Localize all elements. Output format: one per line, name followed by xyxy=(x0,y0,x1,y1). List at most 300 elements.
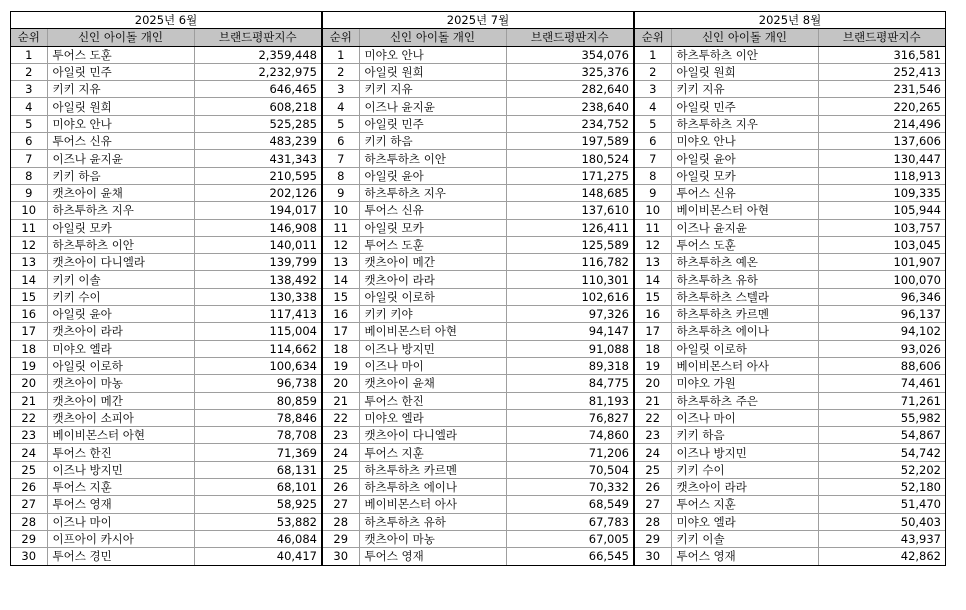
score-cell: 84,775 xyxy=(506,375,633,392)
rank-cell: 5 xyxy=(11,115,47,132)
score-cell: 202,126 xyxy=(194,184,321,201)
name-cell: 아일릿 민주 xyxy=(359,115,506,132)
rank-cell: 30 xyxy=(635,548,671,565)
name-cell: 아일릿 민주 xyxy=(671,98,818,115)
table-row xyxy=(323,306,633,323)
score-cell: 71,261 xyxy=(818,392,945,409)
name-cell: 투어스 지훈 xyxy=(359,444,506,461)
rank-cell: 20 xyxy=(635,375,671,392)
score-cell: 220,265 xyxy=(818,98,945,115)
rank-cell: 12 xyxy=(323,236,359,253)
score-cell: 109,335 xyxy=(818,184,945,201)
table-row xyxy=(323,46,633,63)
name-cell: 이즈나 마이 xyxy=(47,513,194,530)
rank-cell: 21 xyxy=(323,392,359,409)
month-title: 2025년 6월 xyxy=(11,12,321,29)
rank-cell: 15 xyxy=(323,288,359,305)
table-row xyxy=(11,496,321,513)
score-cell: 96,738 xyxy=(194,375,321,392)
table-row xyxy=(11,236,321,253)
name-cell: 키키 하음 xyxy=(47,167,194,184)
rank-cell: 12 xyxy=(11,236,47,253)
rank-cell: 29 xyxy=(323,530,359,547)
table-row xyxy=(11,150,321,167)
name-cell: 이프아이 카시아 xyxy=(47,530,194,547)
name-cell: 미야오 가원 xyxy=(671,375,818,392)
score-cell: 94,147 xyxy=(506,323,633,340)
name-cell: 미야오 안나 xyxy=(359,46,506,63)
rank-cell: 16 xyxy=(11,306,47,323)
name-cell: 캣츠아이 라라 xyxy=(359,271,506,288)
score-cell: 197,589 xyxy=(506,133,633,150)
table-row xyxy=(11,254,321,271)
table-row xyxy=(11,133,321,150)
name-cell: 키키 지유 xyxy=(359,81,506,98)
rank-cell: 24 xyxy=(635,444,671,461)
table-row xyxy=(635,548,945,565)
score-cell: 51,470 xyxy=(818,496,945,513)
rank-cell: 23 xyxy=(11,427,47,444)
table-row xyxy=(323,548,633,565)
name-cell: 베이비몬스터 아현 xyxy=(359,323,506,340)
score-cell: 76,827 xyxy=(506,409,633,426)
name-cell: 캣츠아이 라라 xyxy=(671,479,818,496)
table-row xyxy=(11,530,321,547)
rank-cell: 24 xyxy=(11,444,47,461)
name-cell: 투어스 도훈 xyxy=(671,236,818,253)
name-cell: 하츠투하츠 지우 xyxy=(359,184,506,201)
score-cell: 325,376 xyxy=(506,63,633,80)
score-cell: 67,783 xyxy=(506,513,633,530)
table-row xyxy=(323,496,633,513)
rank-cell: 15 xyxy=(635,288,671,305)
table-row xyxy=(11,548,321,565)
table-row xyxy=(11,357,321,374)
table-row xyxy=(635,461,945,478)
name-cell: 베이비몬스터 아사 xyxy=(359,496,506,513)
name-cell: 캣츠아이 마농 xyxy=(47,375,194,392)
table-row xyxy=(635,167,945,184)
name-cell: 하츠투하츠 주은 xyxy=(671,392,818,409)
rank-cell: 7 xyxy=(635,150,671,167)
score-cell: 78,708 xyxy=(194,427,321,444)
rank-cell: 1 xyxy=(11,46,47,63)
rank-cell: 12 xyxy=(635,236,671,253)
score-cell: 114,662 xyxy=(194,340,321,357)
column-header-name: 신인 아이돌 개인 xyxy=(671,29,818,46)
rank-cell: 26 xyxy=(635,479,671,496)
name-cell: 캣츠아이 라라 xyxy=(47,323,194,340)
column-header-rank: 순위 xyxy=(11,29,47,46)
score-cell: 139,799 xyxy=(194,254,321,271)
table-row xyxy=(635,115,945,132)
rank-cell: 19 xyxy=(11,357,47,374)
rank-cell: 17 xyxy=(11,323,47,340)
score-cell: 646,465 xyxy=(194,81,321,98)
score-cell: 50,403 xyxy=(818,513,945,530)
name-cell: 이즈나 방지민 xyxy=(671,444,818,461)
score-cell: 71,369 xyxy=(194,444,321,461)
name-cell: 투어스 신유 xyxy=(47,133,194,150)
name-cell: 투어스 신유 xyxy=(359,202,506,219)
name-cell: 하츠투하츠 이안 xyxy=(359,150,506,167)
score-cell: 126,411 xyxy=(506,219,633,236)
table-row xyxy=(635,513,945,530)
name-cell: 투어스 한진 xyxy=(47,444,194,461)
table-row xyxy=(11,444,321,461)
rank-cell: 21 xyxy=(635,392,671,409)
name-cell: 캣츠아이 메간 xyxy=(359,254,506,271)
score-cell: 431,343 xyxy=(194,150,321,167)
rank-cell: 10 xyxy=(635,202,671,219)
name-cell: 하츠투하츠 유하 xyxy=(359,513,506,530)
name-cell: 키키 하음 xyxy=(671,427,818,444)
score-cell: 54,742 xyxy=(818,444,945,461)
score-cell: 101,907 xyxy=(818,254,945,271)
ranking-table xyxy=(635,12,945,565)
table-row xyxy=(11,306,321,323)
table-row xyxy=(11,375,321,392)
name-cell: 캣츠아이 마농 xyxy=(359,530,506,547)
name-cell: 이즈나 방지민 xyxy=(47,461,194,478)
name-cell: 하츠투하츠 스텔라 xyxy=(671,288,818,305)
score-cell: 43,937 xyxy=(818,530,945,547)
table-row xyxy=(323,115,633,132)
name-cell: 미야오 안나 xyxy=(47,115,194,132)
score-cell: 102,616 xyxy=(506,288,633,305)
month-title: 2025년 8월 xyxy=(635,12,945,29)
name-cell: 투어스 한진 xyxy=(359,392,506,409)
score-cell: 46,084 xyxy=(194,530,321,547)
rank-cell: 23 xyxy=(635,427,671,444)
rank-cell: 27 xyxy=(323,496,359,513)
name-cell: 캣츠아이 윤채 xyxy=(359,375,506,392)
table-row xyxy=(635,133,945,150)
score-cell: 238,640 xyxy=(506,98,633,115)
name-cell: 투어스 지훈 xyxy=(671,496,818,513)
name-cell: 아일릿 원희 xyxy=(671,63,818,80)
score-cell: 214,496 xyxy=(818,115,945,132)
score-cell: 78,846 xyxy=(194,409,321,426)
table-row xyxy=(11,115,321,132)
table-row xyxy=(11,81,321,98)
rank-cell: 25 xyxy=(323,461,359,478)
table-row xyxy=(635,375,945,392)
name-cell: 미야오 엘라 xyxy=(671,513,818,530)
score-cell: 67,005 xyxy=(506,530,633,547)
table-row xyxy=(635,150,945,167)
score-cell: 53,882 xyxy=(194,513,321,530)
rank-cell: 29 xyxy=(635,530,671,547)
score-cell: 96,346 xyxy=(818,288,945,305)
table-row xyxy=(635,357,945,374)
rank-cell: 18 xyxy=(635,340,671,357)
rank-cell: 28 xyxy=(635,513,671,530)
rank-cell: 11 xyxy=(323,219,359,236)
name-cell: 아일릿 이로하 xyxy=(359,288,506,305)
table-row xyxy=(11,479,321,496)
month-panel xyxy=(10,11,321,566)
column-header-rank: 순위 xyxy=(635,29,671,46)
table-row xyxy=(11,513,321,530)
score-cell: 91,088 xyxy=(506,340,633,357)
name-cell: 아일릿 모카 xyxy=(47,219,194,236)
rank-cell: 23 xyxy=(323,427,359,444)
score-cell: 146,908 xyxy=(194,219,321,236)
rank-cell: 8 xyxy=(635,167,671,184)
rank-cell: 7 xyxy=(11,150,47,167)
name-cell: 투어스 신유 xyxy=(671,184,818,201)
rank-cell: 22 xyxy=(635,409,671,426)
table-row xyxy=(11,323,321,340)
table-row xyxy=(323,288,633,305)
table-row xyxy=(323,63,633,80)
score-cell: 282,640 xyxy=(506,81,633,98)
name-cell: 아일릿 윤아 xyxy=(671,150,818,167)
score-cell: 103,045 xyxy=(818,236,945,253)
score-cell: 93,026 xyxy=(818,340,945,357)
rank-cell: 13 xyxy=(635,254,671,271)
name-cell: 투어스 영재 xyxy=(359,548,506,565)
table-row xyxy=(323,530,633,547)
column-header-rank: 순위 xyxy=(323,29,359,46)
name-cell: 하츠투하츠 예온 xyxy=(671,254,818,271)
table-row xyxy=(323,254,633,271)
table-row xyxy=(635,323,945,340)
name-cell: 하츠투하츠 카르멘 xyxy=(671,306,818,323)
score-cell: 80,859 xyxy=(194,392,321,409)
rank-cell: 27 xyxy=(635,496,671,513)
score-cell: 483,239 xyxy=(194,133,321,150)
rank-cell: 6 xyxy=(323,133,359,150)
name-cell: 베이비몬스터 아사 xyxy=(671,357,818,374)
name-cell: 투어스 지훈 xyxy=(47,479,194,496)
table-row xyxy=(11,427,321,444)
name-cell: 키키 하음 xyxy=(359,133,506,150)
score-cell: 252,413 xyxy=(818,63,945,80)
score-cell: 66,545 xyxy=(588,549,629,564)
rank-cell: 26 xyxy=(11,479,47,496)
score-cell: 525,285 xyxy=(194,115,321,132)
rank-cell: 20 xyxy=(11,375,47,392)
ranking-table xyxy=(323,12,633,565)
column-header-name: 신인 아이돌 개인 xyxy=(47,29,194,46)
table-row xyxy=(323,513,633,530)
table-row xyxy=(323,392,633,409)
name-cell: 키키 수이 xyxy=(671,461,818,478)
rank-cell: 9 xyxy=(635,184,671,201)
rank-cell: 27 xyxy=(11,496,47,513)
name-cell: 투어스 경민 xyxy=(47,548,194,565)
name-cell: 아일릿 원희 xyxy=(47,98,194,115)
rank-cell: 7 xyxy=(323,150,359,167)
table-row xyxy=(323,167,633,184)
score-cell: 70,332 xyxy=(506,479,633,496)
name-cell: 캣츠아이 메간 xyxy=(47,392,194,409)
rank-cell: 11 xyxy=(11,219,47,236)
score-cell: 316,581 xyxy=(818,46,945,63)
column-header-row xyxy=(635,29,945,46)
table-row xyxy=(323,375,633,392)
name-cell: 하츠투하츠 카르멘 xyxy=(359,461,506,478)
rank-cell: 3 xyxy=(323,81,359,98)
column-header-score: 브랜드평판지수 xyxy=(818,29,945,46)
column-header-row xyxy=(323,29,633,46)
score-cell: 2,359,448 xyxy=(194,46,321,63)
score-cell: 234,752 xyxy=(506,115,633,132)
score-cell: 130,447 xyxy=(818,150,945,167)
score-cell: 2,232,975 xyxy=(194,63,321,80)
rank-cell: 5 xyxy=(635,115,671,132)
score-cell: 52,202 xyxy=(818,461,945,478)
score-cell: 130,338 xyxy=(194,288,321,305)
name-cell: 하츠투하츠 지우 xyxy=(671,115,818,132)
table-row xyxy=(11,98,321,115)
name-cell: 아일릿 윤아 xyxy=(47,306,194,323)
table-row xyxy=(11,167,321,184)
rank-cell: 6 xyxy=(11,133,47,150)
rank-cell: 20 xyxy=(323,375,359,392)
rank-cell: 30 xyxy=(11,548,47,565)
score-cell: 97,326 xyxy=(506,306,633,323)
name-cell: 하츠투하츠 유하 xyxy=(671,271,818,288)
name-cell: 미야오 안나 xyxy=(671,133,818,150)
rank-cell: 13 xyxy=(323,254,359,271)
table-row xyxy=(11,409,321,426)
score-cell: 58,925 xyxy=(194,496,321,513)
table-row xyxy=(323,409,633,426)
score-cell: 74,461 xyxy=(818,375,945,392)
table-row xyxy=(635,306,945,323)
table-row xyxy=(323,219,633,236)
score-cell: 68,549 xyxy=(506,496,633,513)
name-cell: 키키 지유 xyxy=(671,81,818,98)
name-cell: 키키 이솔 xyxy=(47,271,194,288)
table-row xyxy=(635,409,945,426)
name-cell: 베이비몬스터 아현 xyxy=(671,202,818,219)
score-cell: 140,011 xyxy=(194,236,321,253)
rank-cell: 2 xyxy=(11,63,47,80)
score-cell: 117,413 xyxy=(194,306,321,323)
ranking-table xyxy=(11,12,321,565)
table-row xyxy=(11,288,321,305)
name-cell: 캣츠아이 소피아 xyxy=(47,409,194,426)
table-row xyxy=(635,219,945,236)
rank-cell: 22 xyxy=(323,409,359,426)
name-cell: 투어스 도훈 xyxy=(47,46,194,63)
rank-cell: 4 xyxy=(11,98,47,115)
score-cell: 125,589 xyxy=(506,236,633,253)
table-row xyxy=(11,340,321,357)
table-row xyxy=(11,271,321,288)
table-row xyxy=(635,46,945,63)
score-cell: 94,102 xyxy=(818,323,945,340)
table-row xyxy=(635,288,945,305)
name-cell: 키키 수이 xyxy=(47,288,194,305)
table-row xyxy=(635,392,945,409)
rank-cell: 14 xyxy=(635,271,671,288)
name-cell: 미야오 엘라 xyxy=(47,340,194,357)
rank-cell: 26 xyxy=(323,479,359,496)
table-row xyxy=(323,340,633,357)
name-cell: 하츠투하츠 이안 xyxy=(47,236,194,253)
table-row xyxy=(323,323,633,340)
name-cell: 키키 이솔 xyxy=(671,530,818,547)
rank-cell: 30 xyxy=(323,548,359,565)
name-cell: 키키 지유 xyxy=(47,81,194,98)
table-row xyxy=(323,479,633,496)
column-header-score: 브랜드평판지수 xyxy=(506,29,633,46)
score-cell: 194,017 xyxy=(194,202,321,219)
table-row xyxy=(323,461,633,478)
table-row xyxy=(635,63,945,80)
name-cell: 베이비몬스터 아현 xyxy=(47,427,194,444)
table-row xyxy=(323,202,633,219)
name-cell: 하츠투하츠 이안 xyxy=(671,46,818,63)
score-cell: 231,546 xyxy=(818,81,945,98)
score-cell: 103,757 xyxy=(818,219,945,236)
rank-cell: 2 xyxy=(635,63,671,80)
name-cell: 투어스 영재 xyxy=(671,548,818,565)
name-cell: 키키 키야 xyxy=(359,306,506,323)
score-cell: 138,492 xyxy=(194,271,321,288)
score-cell: 54,867 xyxy=(818,427,945,444)
table-row xyxy=(635,202,945,219)
table-row xyxy=(11,461,321,478)
ranking-tables xyxy=(10,11,946,566)
score-cell: 354,076 xyxy=(506,46,633,63)
rank-cell: 16 xyxy=(635,306,671,323)
rank-cell: 21 xyxy=(11,392,47,409)
table-row xyxy=(323,150,633,167)
score-cell: 105,944 xyxy=(818,202,945,219)
table-row xyxy=(635,271,945,288)
rank-cell: 16 xyxy=(323,306,359,323)
rank-cell: 2 xyxy=(323,63,359,80)
table-row xyxy=(11,46,321,63)
rank-cell: 25 xyxy=(635,461,671,478)
rank-cell: 13 xyxy=(11,254,47,271)
score-cell: 42,862 xyxy=(900,549,941,564)
name-cell: 아일릿 윤아 xyxy=(359,167,506,184)
table-row xyxy=(323,271,633,288)
rank-cell: 3 xyxy=(635,81,671,98)
table-row xyxy=(323,98,633,115)
score-cell: 115,004 xyxy=(194,323,321,340)
rank-cell: 8 xyxy=(11,167,47,184)
name-cell: 아일릿 이로하 xyxy=(47,357,194,374)
rank-cell: 9 xyxy=(11,184,47,201)
rank-cell: 5 xyxy=(323,115,359,132)
score-cell: 68,131 xyxy=(194,461,321,478)
score-cell: 55,982 xyxy=(818,409,945,426)
score-cell: 171,275 xyxy=(506,167,633,184)
score-cell: 52,180 xyxy=(818,479,945,496)
table-row xyxy=(11,202,321,219)
table-row xyxy=(635,340,945,357)
score-cell: 71,206 xyxy=(506,444,633,461)
score-cell: 81,193 xyxy=(506,392,633,409)
table-row xyxy=(11,184,321,201)
table-row xyxy=(323,184,633,201)
name-cell: 아일릿 이로하 xyxy=(671,340,818,357)
rank-cell: 11 xyxy=(635,219,671,236)
column-header-name: 신인 아이돌 개인 xyxy=(359,29,506,46)
month-panel xyxy=(633,11,946,566)
rank-cell: 29 xyxy=(11,530,47,547)
rank-cell: 10 xyxy=(11,202,47,219)
month-panel xyxy=(321,11,633,566)
